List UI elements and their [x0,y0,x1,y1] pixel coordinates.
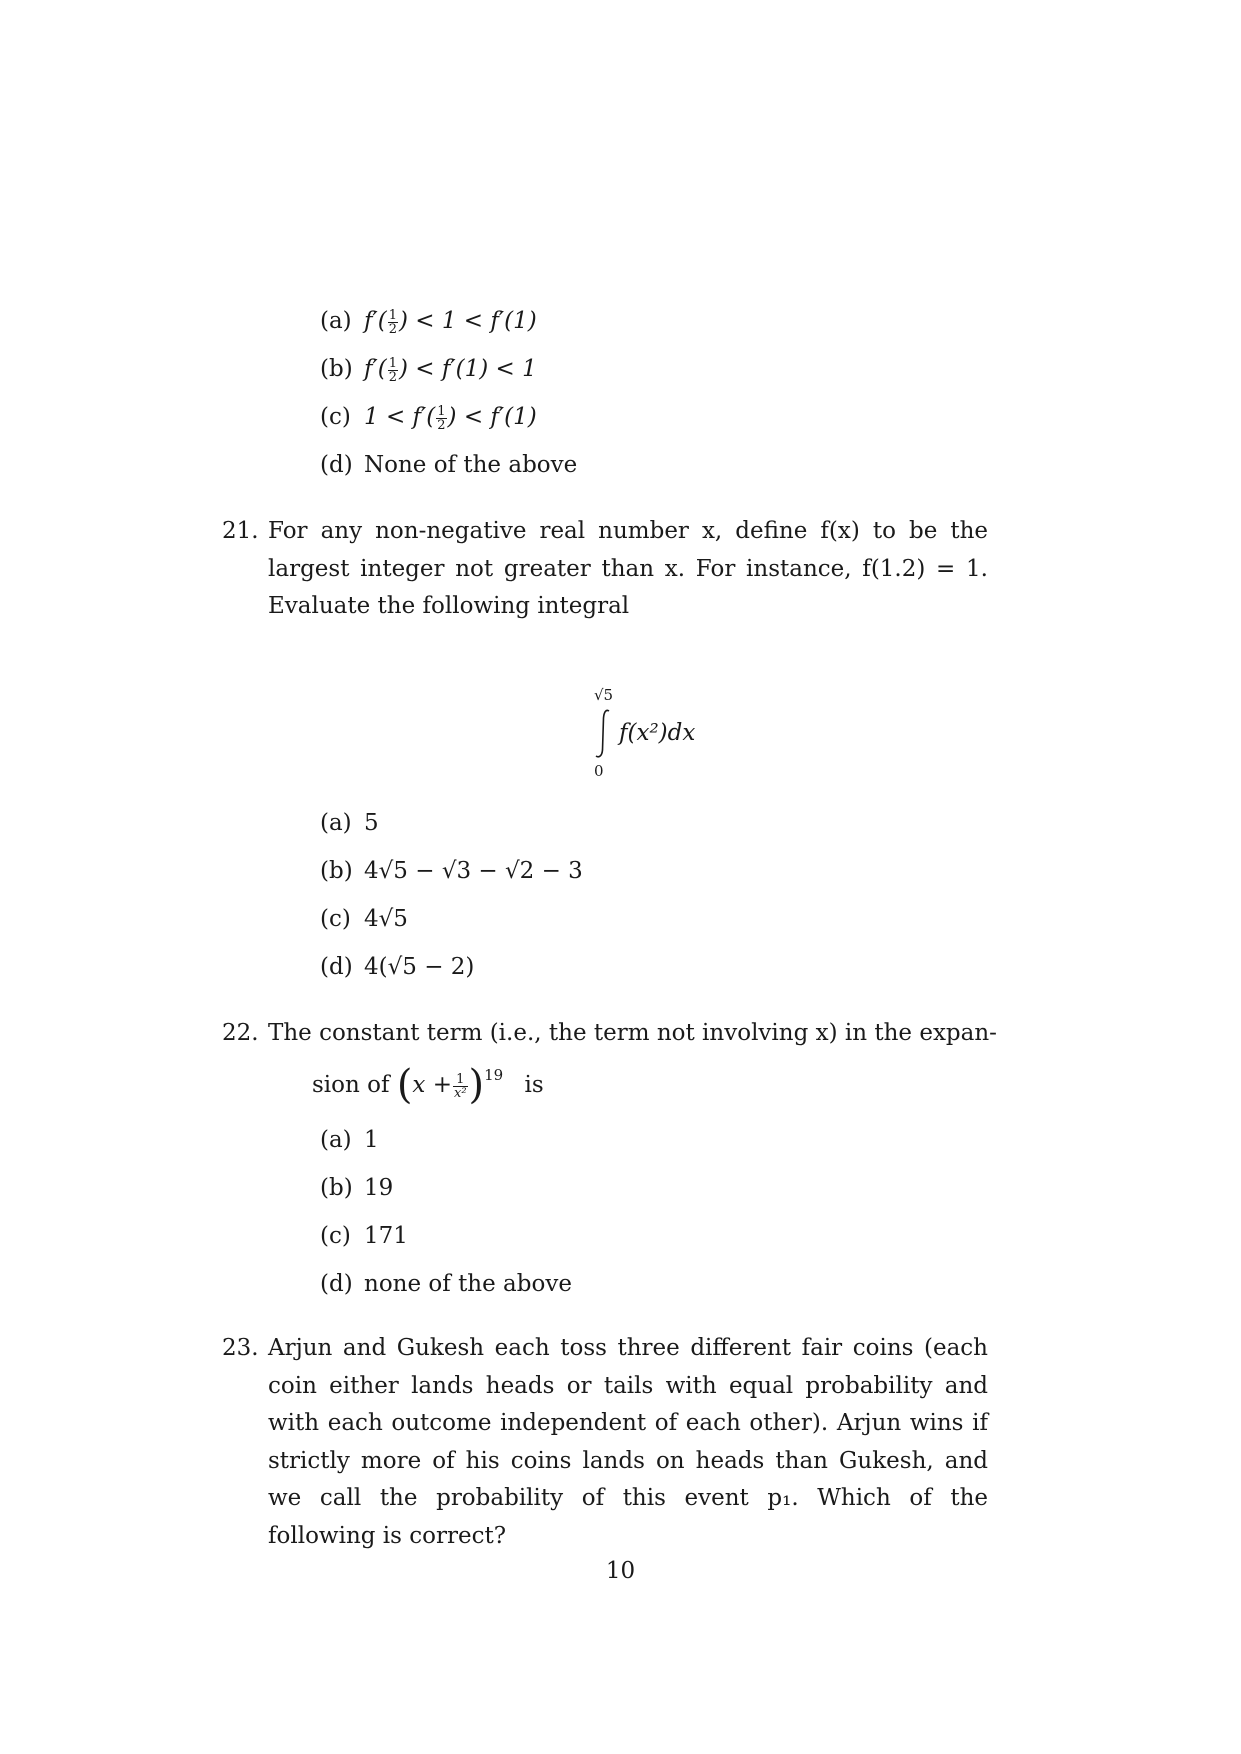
q20-option-b: (b) f′( $\frac{1}{2}$ ) < f′(1) < 1 [320,355,537,385]
q22-option-a: (a) 1 [320,1127,379,1153]
q20-option-a: (a) f′( $\frac{1}{2}$ ) < 1 < f′(1) [320,307,537,337]
q22-option-c: (c) 171 [320,1223,408,1249]
question-22-line-1: 22. The constant term (i.e., the term not involving x) in the expan- [222,1020,997,1046]
fraction: $\frac{1}{2}$ [437,403,446,433]
q22-option-b: (b) 19 [320,1175,394,1201]
question-number: 21. [222,518,259,544]
integral-expression [592,686,712,786]
fraction: $\frac{1}{\text{x²}}$ [453,1071,467,1101]
q21-option-a: (a) 5 [320,810,379,836]
q21-option-c: (c) 4√5 [320,906,408,932]
integral-upper-limit: √5 [594,686,614,704]
q22-option-d: (d) none of the above [320,1271,572,1297]
question-23 [222,1330,988,1555]
question-number: 23. [222,1335,259,1361]
exponent: 19 [484,1066,504,1084]
q20-option-d: (d) None of the above [320,452,578,478]
right-paren: ) [468,1062,485,1108]
integral-lower-limit: 0 [594,762,604,780]
question-text: For any non-negative real number x, define f(x) to be the largest integer not greater than x. For instance, f(1.2) = 1. Evaluate the following integral [268,518,988,619]
q21-option-d: (d) 4(√5 − 2) [320,954,475,980]
q20-option-c: (c) 1 < f′( $\frac{1}{2}$ ) < f′(1) [320,403,537,433]
page-number: 10 [605,1558,636,1584]
question-number: 22. [222,1020,259,1046]
question-text: Arjun and Gukesh each toss three different fair coins (each coin either lands heads or tails with equal probability and with each outcome independent of each other). Arjun wins if strictly more of his coins lands on heads than Gukesh, and we call the probability of this event p₁. Which of the following is correct? [268,1335,988,1549]
integrand: f(x²)dx [619,720,696,746]
fraction: $\frac{1}{2}$ [388,355,397,385]
left-paren: ( [396,1062,413,1108]
question-22-line-2: sion of (x + $\frac{1}{\text{x²}}$ )$^{19}$ is [312,1062,544,1108]
fraction: $\frac{1}{2}$ [388,307,397,337]
integral-sign-icon [592,708,614,760]
q21-option-b: (b) 4√5 − √3 − √2 − 3 [320,858,583,884]
question-21 [222,513,988,626]
